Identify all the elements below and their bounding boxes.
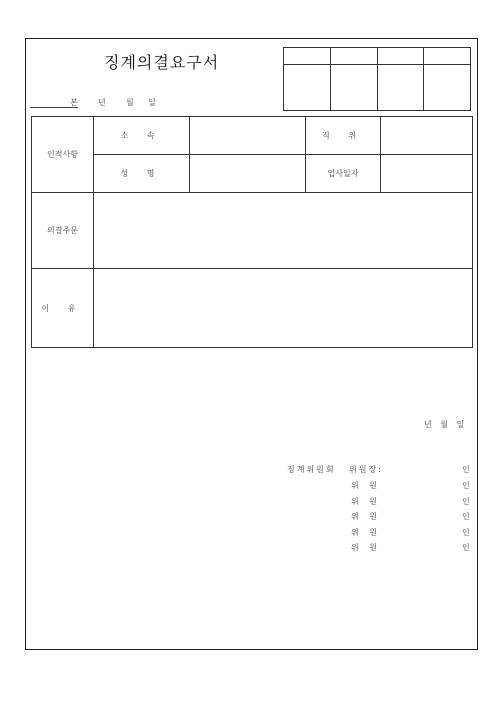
date-month: 월 [126,98,134,107]
name-label: 성 명 [94,155,190,193]
affiliation-label: 소 속 [94,117,190,155]
member-seal: 인 [462,527,470,537]
member-label: 위 원 [351,543,381,552]
approval-sign-cell[interactable] [424,65,471,111]
member-seal: 인 [462,543,470,552]
date-day: 일 [148,98,156,107]
reason-field[interactable] [94,269,473,348]
member-seal: 인 [462,496,470,506]
approval-cell[interactable] [377,48,424,65]
date-prefix: 본 [70,98,78,107]
name-field[interactable] [190,155,306,193]
approval-sign-cell[interactable] [284,65,331,111]
request-form-table [31,116,473,348]
chair-seal: 인 [462,465,470,474]
resolution-order-label: 의결주문 [32,193,94,269]
join-date-field[interactable] [381,155,473,193]
member-label: 위 원 [351,512,381,521]
member-seal: 인 [462,481,470,490]
document-title: 징계의결요구서 [104,53,220,72]
closing-date: 년 월 일 [424,420,465,429]
reason-label: 이 유 [32,269,94,348]
member-label: 위 원 [351,496,381,506]
join-date-label: 입사일자 [306,155,381,193]
approval-sign-cell[interactable] [377,65,424,111]
member-label: 위 원 [351,527,381,537]
position-label: 직 위 [306,117,381,155]
approval-cell[interactable] [424,48,471,65]
member-seal: 인 [462,512,470,521]
approval-cell[interactable] [330,48,377,65]
personal-info-label: 인적사항 [32,117,94,193]
position-field[interactable] [381,117,473,155]
resolution-order-field[interactable] [94,193,473,269]
chair-label: 위원장: [349,465,383,474]
affiliation-field[interactable] [190,117,306,155]
approval-box [283,47,471,111]
committee-label: 징계위원회 [287,465,336,474]
member-label: 위 원 [351,481,381,490]
approval-cell[interactable] [284,48,331,65]
approval-sign-cell[interactable] [330,65,377,111]
date-year: 년 [98,98,106,107]
